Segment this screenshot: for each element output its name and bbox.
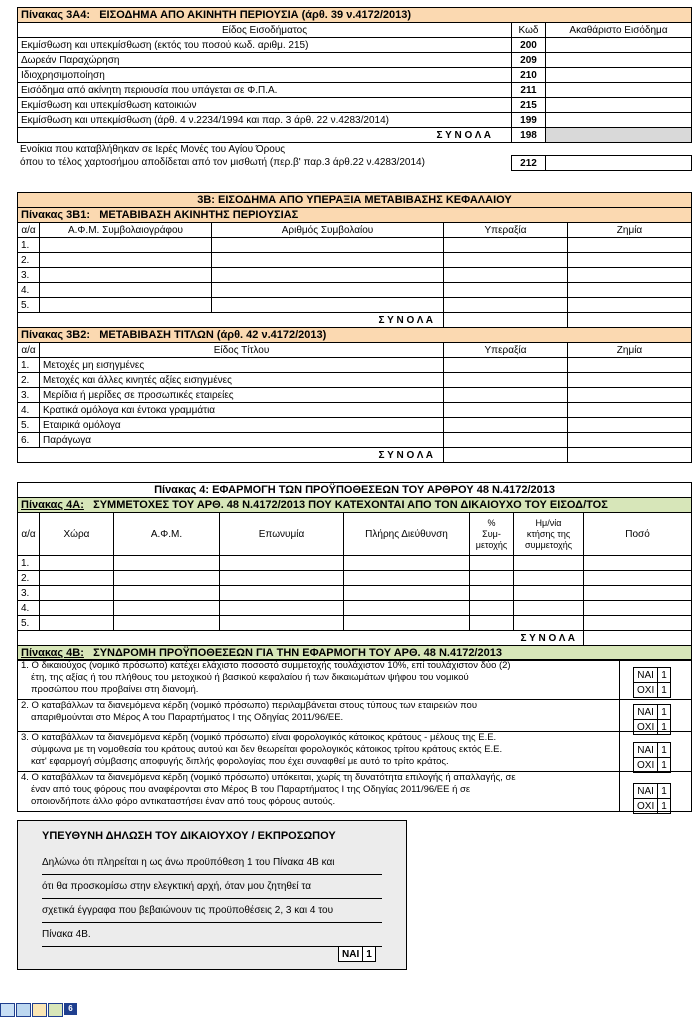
afm-field[interactable] (114, 616, 220, 631)
total-row (18, 313, 692, 328)
row-number: 3. (18, 268, 40, 283)
total-label: Σ Υ Ν Ο Λ Α (18, 313, 444, 328)
table-4a-header (18, 498, 692, 513)
contract-field[interactable] (212, 298, 444, 313)
address-field[interactable] (344, 601, 470, 616)
table-row (18, 38, 692, 53)
yes-no-box-4 (633, 783, 671, 814)
yes-option[interactable]: ΝΑΙ (634, 668, 658, 683)
note-code-box (511, 155, 692, 171)
condition-line: κατ' εφαρμογή σύμβασης αποφυγής διπλής φορολογίας που έχει συναφθεί με αυτό το τρίτο κράτος. (31, 756, 449, 767)
yes-code: 1 (658, 705, 671, 720)
address-field[interactable] (344, 616, 470, 631)
gain-field[interactable] (444, 268, 568, 283)
pct-field[interactable] (470, 616, 514, 631)
row-code: 199 (512, 113, 546, 128)
table-row (18, 373, 692, 388)
total-label: Σ Υ Ν Ο Λ Α (18, 448, 444, 463)
yes-no-box-1 (633, 667, 671, 698)
date-field[interactable] (514, 586, 584, 601)
condition-text (18, 660, 620, 700)
condition-line: προσώπου που προβαίνει στη διανομή. (31, 684, 199, 695)
row-code: 215 (512, 98, 546, 113)
page-number: 6 (64, 1003, 77, 1015)
loss-field[interactable] (568, 433, 692, 448)
condition-text (18, 700, 620, 732)
declaration-line: Δηλώνω ότι πληρείται η ως άνω προϋπόθεση 1 του Πίνακα 4Β και (42, 851, 382, 875)
no-option[interactable]: ΟΧΙ (634, 683, 658, 698)
row-number: 3. (18, 388, 40, 403)
table-3a4-title: ΕΙΣΟΔΗΜΑ ΑΠΟ ΑΚΙΝΗΤΗ ΠΕΡΙΟΥΣΙΑ (άρθ. 39 ν.4172/2013) (99, 8, 412, 21)
note-amount-field[interactable] (546, 156, 692, 171)
row-label: Εκμίσθωση και υπεκμίσθωση (άρθ. 4 ν.2234/1994 και παρ. 3 άρθ. 22 ν.4283/2014) (18, 113, 512, 128)
amount-field[interactable] (584, 556, 692, 571)
amount-field[interactable] (584, 616, 692, 631)
table-row (18, 418, 692, 433)
note-line: όπου το τέλος χαρτοσήμου αποδίδεται από τον μισθωτή (περ.β' παρ.3 άρθ.22 ν.4283/2014) (20, 157, 425, 168)
table-4b (17, 659, 692, 812)
row-number: 1. (18, 358, 40, 373)
table-3b1-title: ΜΕΤΑΒΙΒΑΣΗ ΑΚΙΝΗΤΗΣ ΠΕΡΙΟΥΣΙΑΣ (99, 208, 299, 221)
col-code: Κωδ (512, 23, 546, 38)
table-row (18, 283, 692, 298)
row-label: Δωρεάν Παραχώρηση (18, 53, 512, 68)
col-contract-number: Αριθμός Συμβολαίου (212, 223, 444, 238)
footer-swatch-4 (48, 1003, 63, 1017)
condition-row (18, 732, 692, 772)
condition-line: απαριθμούνται στο Μέρος Α του Παραρτήματος Ι της Οδηγίας 2011/96/ΕΕ. (31, 712, 344, 723)
yes-option[interactable]: ΝΑΙ (634, 705, 658, 720)
col-acquisition-date (514, 513, 584, 556)
pct-field[interactable] (470, 601, 514, 616)
table-row (18, 83, 692, 98)
total-amount (584, 631, 692, 646)
amount-field[interactable] (584, 586, 692, 601)
loss-field[interactable] (568, 253, 692, 268)
row-number: 5. (18, 298, 40, 313)
afm-field[interactable] (40, 298, 212, 313)
table-3b2-header (18, 328, 692, 343)
contract-field[interactable] (212, 268, 444, 283)
afm-field[interactable] (114, 586, 220, 601)
yes-code: 1 (658, 784, 671, 799)
row-number: 4. (18, 403, 40, 418)
table-row (18, 601, 692, 616)
condition-text (18, 732, 620, 772)
pct-field[interactable] (470, 571, 514, 586)
row-label: Κρατικά ομόλογα και έντοκα γραμμάτια (40, 403, 444, 418)
table-row (18, 98, 692, 113)
total-gain (444, 448, 568, 463)
row-label: Παράγωγα (40, 433, 444, 448)
col-full-address: Πλήρης Διεύθυνση (344, 513, 470, 556)
yes-option[interactable]: ΝΑΙ (634, 743, 658, 758)
row-number: 2. (18, 571, 40, 586)
condition-line: έτη, της αξίας ή του πλήθους του μετοχικού ή βασικού κεφαλαίου ή των δικαιωμάτων ψήφου του νομικού (31, 672, 469, 683)
col-gain: Υπεραξία (444, 343, 568, 358)
loss-field[interactable] (568, 298, 692, 313)
col-loss: Ζημία (568, 223, 692, 238)
condition-row (18, 660, 692, 700)
row-number: 3. (18, 586, 40, 601)
amount-field[interactable] (584, 571, 692, 586)
row-number: 4. (18, 283, 40, 298)
pct-field[interactable] (470, 556, 514, 571)
loss-field[interactable] (568, 283, 692, 298)
table-3b2-prefix: Πίνακας 3Β2: (21, 328, 91, 341)
row-number: 5. (18, 418, 40, 433)
amount-field[interactable] (546, 53, 692, 68)
gain-field[interactable] (444, 253, 568, 268)
col-participation-pct-line: μετοχής (475, 539, 508, 550)
amount-field[interactable] (584, 601, 692, 616)
col-acquisition-date-line: συμμετοχής (524, 539, 573, 550)
yes-code: 1 (363, 947, 376, 962)
col-acquisition-date-line: Ημ/νία (535, 517, 562, 528)
condition-line: σύμφωνα με τη νομοθεσία του κράτους αυτού και δεν θεωρείται φορολογικός κάτοικος τρίτου κράτους εκτός Ε.Ε. (31, 744, 503, 755)
total-loss (568, 448, 692, 463)
table-3b-title: 3Β: ΕΙΣΟΔΗΜΑ ΑΠΟ ΥΠΕΡΑΞΙΑ ΜΕΤΑΒΙΒΑΣΗΣ ΚΕΦΑΛΑΙΟΥ (18, 193, 692, 208)
name-field[interactable] (220, 571, 344, 586)
table-row (18, 571, 692, 586)
date-field[interactable] (514, 556, 584, 571)
amount-field[interactable] (546, 83, 692, 98)
name-field[interactable] (220, 586, 344, 601)
gain-field[interactable] (444, 418, 568, 433)
table-3b (17, 192, 692, 463)
row-code: 211 (512, 83, 546, 98)
row-label: Εισόδημα από ακίνητη περιουσία που υπάγεται σε Φ.Π.Α. (18, 83, 512, 98)
declaration-box (17, 820, 407, 970)
country-field[interactable] (40, 586, 114, 601)
address-field[interactable] (344, 586, 470, 601)
row-number: 2. (18, 253, 40, 268)
loss-field[interactable] (568, 388, 692, 403)
country-field[interactable] (40, 601, 114, 616)
col-aa: α/α (18, 513, 40, 556)
name-field[interactable] (220, 616, 344, 631)
amount-field[interactable] (546, 68, 692, 83)
total-row (18, 631, 692, 646)
row-label: Ιδιοχρησιμοποίηση (18, 68, 512, 83)
row-number: 6. (18, 433, 40, 448)
row-number: 2. (18, 373, 40, 388)
country-field[interactable] (40, 571, 114, 586)
table-row (18, 268, 692, 283)
amount-field[interactable] (546, 98, 692, 113)
condition-row (18, 700, 692, 732)
date-field[interactable] (514, 571, 584, 586)
total-amount (546, 128, 692, 143)
yes-no-box-2 (633, 704, 671, 735)
row-label: Εταιρικά ομόλογα (40, 418, 444, 433)
gain-field[interactable] (444, 403, 568, 418)
row-code: 210 (512, 68, 546, 83)
address-field[interactable] (344, 571, 470, 586)
row-number: 1. (18, 556, 40, 571)
afm-field[interactable] (40, 238, 212, 253)
row-number: 1. (18, 238, 40, 253)
gain-field[interactable] (444, 238, 568, 253)
table-row (18, 358, 692, 373)
total-row (18, 128, 692, 143)
afm-field[interactable] (114, 601, 220, 616)
afm-field[interactable] (40, 253, 212, 268)
no-code: 1 (658, 720, 671, 735)
table-row (18, 68, 692, 83)
table-3a4 (17, 7, 692, 143)
declaration-line: Πίνακα 4Β. (42, 923, 382, 947)
no-code: 1 (658, 683, 671, 698)
note-holy-monasteries (20, 143, 425, 169)
col-participation-pct (470, 513, 514, 556)
note-code: 212 (512, 156, 546, 171)
gain-field[interactable] (444, 283, 568, 298)
yes-option[interactable]: ΝΑΙ (339, 947, 363, 962)
gain-field[interactable] (444, 298, 568, 313)
col-country: Χώρα (40, 513, 114, 556)
table-4b-title: ΣΥΝΔΡΟΜΗ ΠΡΟΫΠΟΘΕΣΕΩΝ ΓΙΑ ΤΗΝ ΕΦΑΡΜΟΓΗ ΤΟΥ ΑΡΘ. 48 Ν.4172/2013 (93, 646, 502, 659)
row-label: Μερίδια ή μερίδες σε προσωπικές εταιρείες (40, 388, 444, 403)
table-3b2-title: ΜΕΤΑΒΙΒΑΣΗ ΤΙΤΛΩΝ (άρθ. 42 ν.4172/2013) (99, 328, 327, 341)
afm-field[interactable] (114, 571, 220, 586)
col-company-name: Επωνυμία (220, 513, 344, 556)
row-label: Εκμίσθωση και υπεκμίσθωση (εκτός του ποσού κωδ. αριθμ. 215) (18, 38, 512, 53)
table-4-title: Πίνακας 4: ΕΦΑΡΜΟΓΗ ΤΩΝ ΠΡΟΫΠΟΘΕΣΕΩΝ ΤΟΥ ΑΡΘΡΟΥ 48 Ν.4172/2013 (18, 483, 692, 498)
condition-line: οποιονδήποτε άλλο φόρο αντικαταστήσει έναν από τους φόρους αυτούς. (31, 796, 336, 807)
pct-field[interactable] (470, 586, 514, 601)
table-4 (17, 482, 692, 661)
col-acquisition-date-line: κτήσης της (526, 528, 571, 539)
no-option[interactable]: ΟΧΙ (634, 758, 658, 773)
loss-field[interactable] (568, 418, 692, 433)
table-row (18, 556, 692, 571)
condition-text (18, 772, 620, 812)
date-field[interactable] (514, 616, 584, 631)
afm-field[interactable] (40, 268, 212, 283)
condition-line: 4. Ο καταβάλλων τα διανεμόμενα κέρδη (νομικό πρόσωπο) υπόκειται, χωρίς τη δυνατότητα επιλογής ή απαλλαγής, σε (21, 772, 516, 783)
footer-swatch-3 (32, 1003, 47, 1017)
table-4a-prefix: Πίνακας 4Α: (21, 498, 84, 511)
table-4b-prefix: Πίνακας 4Β: (21, 646, 84, 659)
loss-field[interactable] (568, 268, 692, 283)
total-row (18, 448, 692, 463)
no-option[interactable]: ΟΧΙ (634, 720, 658, 735)
declaration-title: ΥΠΕΥΘΥΝΗ ΔΗΛΩΣΗ ΤΟΥ ΔΙΚΑΙΟΥΧΟΥ / ΕΚΠΡΟΣΩΠΟΥ (42, 830, 336, 842)
table-3b1-prefix: Πίνακας 3Β1: (21, 208, 91, 221)
date-field[interactable] (514, 601, 584, 616)
yes-no-box-3 (633, 742, 671, 773)
amount-field[interactable] (546, 38, 692, 53)
table-row (18, 253, 692, 268)
col-title-type: Είδος Τίτλου (40, 343, 444, 358)
total-loss (568, 313, 692, 328)
name-field[interactable] (220, 556, 344, 571)
table-row (18, 403, 692, 418)
col-amount: Ποσό (584, 513, 692, 556)
declaration-line: σχετικά έγγραφα που βεβαιώνουν τις προϋποθέσεις 2, 3 και 4 του (42, 899, 382, 923)
no-code: 1 (658, 799, 671, 814)
table-row (18, 298, 692, 313)
col-loss: Ζημία (568, 343, 692, 358)
table-row (18, 616, 692, 631)
total-label: Σ Υ Ν Ο Λ Α (18, 631, 584, 646)
table-row (18, 238, 692, 253)
address-field[interactable] (344, 556, 470, 571)
gain-field[interactable] (444, 373, 568, 388)
condition-row (18, 772, 692, 812)
gain-field[interactable] (444, 388, 568, 403)
yes-code: 1 (658, 743, 671, 758)
loss-field[interactable] (568, 373, 692, 388)
col-income-type: Είδος Εισοδήματος (18, 23, 512, 38)
amount-field[interactable] (546, 113, 692, 128)
no-code: 1 (658, 758, 671, 773)
afm-field[interactable] (114, 556, 220, 571)
contract-field[interactable] (212, 283, 444, 298)
col-gain: Υπεραξία (444, 223, 568, 238)
table-3a4-prefix: Πίνακας 3Α4: (21, 8, 91, 21)
row-label: Εκμίσθωση και υπεκμίσθωση κατοικιών (18, 98, 512, 113)
gain-field[interactable] (444, 358, 568, 373)
country-field[interactable] (40, 556, 114, 571)
condition-line: έναν από τους φόρους που αναφέρονται στο Μέρος Β του Παραρτήματος Ι της Οδηγίας 2011/96/ΕΕ ή σε (31, 784, 471, 795)
total-code: 198 (512, 128, 546, 143)
col-gross-income: Ακαθάριστο Εισόδημα (546, 23, 692, 38)
row-label: Μετοχές και άλλες κινητές αξίες εισηγμένες (40, 373, 444, 388)
row-number: 5. (18, 616, 40, 631)
condition-line: 3. Ο καταβάλλων τα διανεμόμενα κέρδη (νομικό πρόσωπο) είναι φορολογικός κάτοικος κράτους - μέλους της Ε.Ε. (21, 732, 497, 743)
contract-field[interactable] (212, 238, 444, 253)
table-row (18, 586, 692, 601)
table-3b1-header (18, 208, 692, 223)
table-row (18, 113, 692, 128)
col-participation-pct-line: Συμ- (482, 528, 501, 539)
loss-field[interactable] (568, 358, 692, 373)
condition-line: 2. Ο καταβάλλων τα διανεμόμενα κέρδη (νομικό πρόσωπο) περιλαμβάνεται στους τύπους των εταιρειών που (21, 700, 478, 711)
col-notary-afm: Α.Φ.Μ. Συμβολαιογράφου (40, 223, 212, 238)
loss-field[interactable] (568, 238, 692, 253)
loss-field[interactable] (568, 403, 692, 418)
note-line: Ενοίκια που καταβλήθηκαν σε Ιερές Μονές του Αγίου Όρους (20, 144, 286, 155)
row-code: 200 (512, 38, 546, 53)
col-afm: Α.Φ.Μ. (114, 513, 220, 556)
col-aa: α/α (18, 223, 40, 238)
row-number: 4. (18, 601, 40, 616)
name-field[interactable] (220, 601, 344, 616)
no-option[interactable]: ΟΧΙ (634, 799, 658, 814)
table-3a4-header (18, 8, 692, 23)
afm-field[interactable] (40, 283, 212, 298)
col-participation-pct-line: % (487, 517, 496, 528)
yes-code: 1 (658, 668, 671, 683)
table-row (18, 388, 692, 403)
page-footer (0, 1000, 90, 1018)
table-row (18, 433, 692, 448)
total-label: Σ Υ Ν Ο Λ Α (18, 128, 512, 143)
country-field[interactable] (40, 616, 114, 631)
footer-swatch-2 (16, 1003, 31, 1017)
declaration-yes-box (338, 946, 376, 962)
table-row (18, 53, 692, 68)
total-gain (444, 313, 568, 328)
gain-field[interactable] (444, 433, 568, 448)
declaration-line: ότι θα προσκομίσω στην ελεγκτική αρχή, όταν μου ζητηθεί τα (42, 875, 382, 899)
row-label: Μετοχές μη εισηγμένες (40, 358, 444, 373)
footer-swatch-1 (0, 1003, 15, 1017)
row-code: 209 (512, 53, 546, 68)
col-aa: α/α (18, 343, 40, 358)
condition-line: 1. Ο δικαιούχος (νομικό πρόσωπο) κατέχει ελάχιστο ποσοστό συμμετοχής τουλάχιστον 10%, επί τουλάχιστον δύο (2) (21, 660, 511, 671)
table-4a-title: ΣΥΜΜΕΤΟΧΕΣ ΤΟΥ ΑΡΘ. 48 Ν.4172/2013 ΠΟΥ ΚΑΤΕΧΟΝΤΑΙ ΑΠΟ ΤΟΝ ΔΙΚΑΙΟΥΧΟ ΤΟΥ ΕΙΣΟΔ/ΤΟΣ (93, 498, 608, 511)
contract-field[interactable] (212, 253, 444, 268)
yes-option[interactable]: ΝΑΙ (634, 784, 658, 799)
